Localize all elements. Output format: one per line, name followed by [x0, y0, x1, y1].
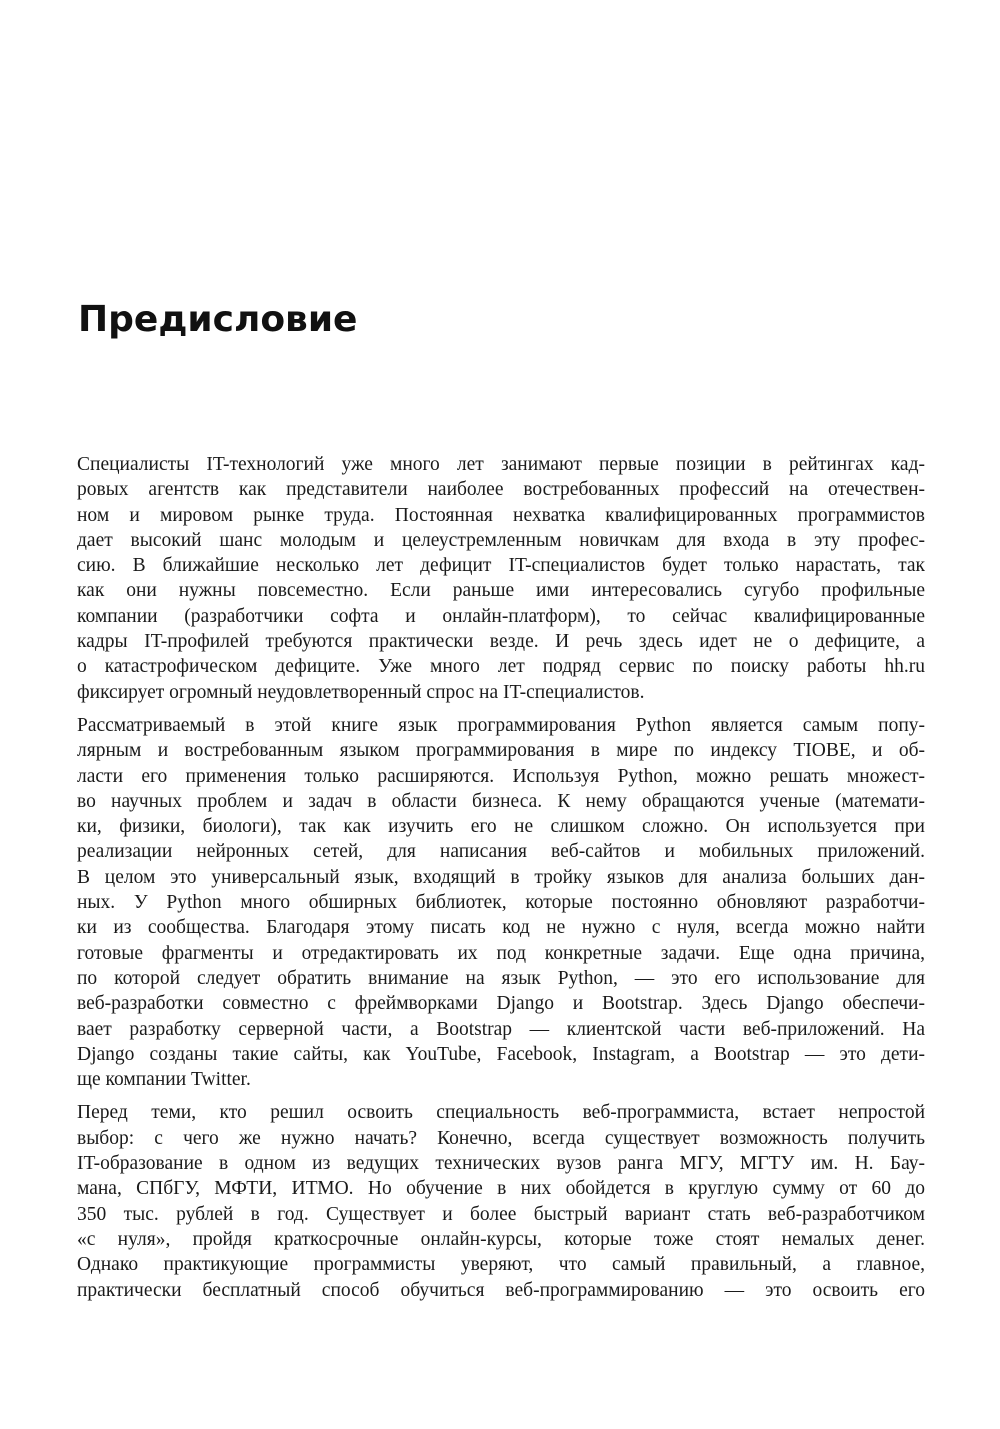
paragraph-1 [77, 452, 925, 705]
text-line: компании (разработчики софта и онлайн-платформ), то сейчас квалифицированные [77, 605, 925, 627]
text-line: «с нуля», пройдя краткосрочные онлайн-курсы, которые тоже стоят немалых денег. [77, 1228, 925, 1250]
text-line: ровых агентств как представители наиболее востребованных профессий на отечествен- [77, 479, 925, 501]
text-line: ном и мировом рынке труда. Постоянная нехватка квалифицированных программистов [77, 504, 925, 526]
text-line: мана, СПбГУ, МФТИ, ИТМО. Но обучение в них обойдется в круглую сумму от 60 до [77, 1178, 925, 1200]
text-line: сию. В ближайшие несколько лет дефицит IT-специалистов будет только нарастать, так [77, 555, 925, 577]
text-line: веб-разработки совместно с фреймворками Django и Bootstrap. Здесь Django обеспечи- [77, 993, 925, 1015]
text-line: ки из сообщества. Благодаря этому писать код не нужно с нуля, всегда можно найти [77, 917, 925, 939]
text-line: как они нужны повсеместно. Если раньше ими интересовались сугубо профильные [77, 580, 925, 602]
text-line: 350 тыс. рублей в год. Существует и более быстрый вариант стать веб-разработчиком [77, 1203, 925, 1225]
paragraph-3 [77, 1100, 925, 1302]
text-line: дает высокий шанс молодым и целеустремленным новичкам для входа в эту профес- [77, 529, 925, 551]
text-line: Django созданы такие сайты, как YouTube, Facebook, Instagram, а Bootstrap — это дети- [77, 1043, 925, 1065]
text-line: ных. У Python много обширных библиотек, которые постоянно обновляют разработчи- [77, 892, 925, 914]
text-line: по которой следует обратить внимание на язык Python, — это его использование для [77, 967, 925, 989]
text-line: ще компании Twitter. [77, 1069, 251, 1091]
paragraph-2 [77, 713, 925, 1092]
text-line: вает разработку серверной части, а Bootstrap — клиентской части веб-приложений. На [77, 1018, 925, 1040]
text-line: во научных проблем и задач в области бизнеса. К нему обращаются ученые (математи- [77, 790, 925, 812]
text-line: готовые фрагменты и отредактировать их под конкретные задачи. Еще одна причина, [77, 942, 925, 964]
text-line: кадры IT-профилей требуются практически везде. И речь здесь идет не о дефиците, а [77, 631, 925, 653]
text-line: Рассматриваемый в этой книге язык программирования Python является самым попу- [77, 714, 925, 736]
text-line: ласти его применения только расширяются. Используя Python, можно решать множест- [77, 765, 925, 787]
text-line: Перед теми, кто решил освоить специальность веб-программиста, встает непростой [77, 1102, 925, 1124]
text-line: Специалисты IT-технологий уже много лет занимают первые позиции в рейтингах кад- [77, 454, 925, 475]
text-line: лярным и востребованным языком программирования в мире по индексу TIOBE, и об- [77, 740, 925, 762]
text-line: Однако практикующие программисты уверяют, что самый правильный, а главное, [77, 1254, 925, 1276]
chapter-title: Предисловие [78, 299, 358, 340]
text-line: о катастрофическом дефиците. Уже много лет подряд сервис по поиску работы hh.ru [77, 656, 925, 678]
text-line: ки, физики, биологи), так как изучить его не слишком сложно. Он используется при [77, 816, 925, 838]
text-line: IT-образование в одном из ведущих технических вузов ранга МГУ, МГТУ им. Н. Бау- [77, 1153, 925, 1175]
text-line: реализации нейронных сетей, для написания веб-сайтов и мобильных приложений. [77, 841, 925, 863]
text-line: практически бесплатный способ обучиться веб-программированию — это освоить его [77, 1279, 925, 1301]
body-text [77, 452, 925, 1311]
text-line: выбор: с чего же нужно начать? Конечно, всегда существует возможность получить [77, 1127, 925, 1149]
text-line: фиксирует огромный неудовлетворенный спрос на IT-специалистов. [77, 681, 645, 703]
text-line: В целом это универсальный язык, входящий в тройку языков для анализа больших дан- [77, 866, 925, 888]
